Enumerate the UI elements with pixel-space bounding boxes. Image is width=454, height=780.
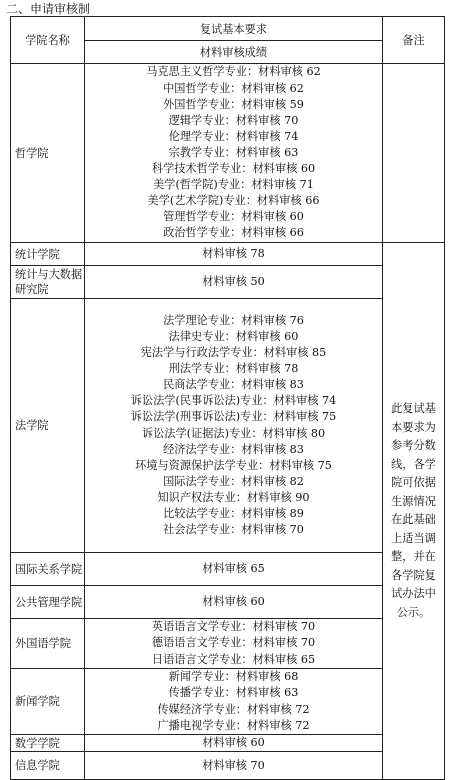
requirement-line: 民商法学专业：材料审核 83: [163, 378, 304, 392]
requirement-line: 环境与资源保护法学专业：材料审核 75: [135, 458, 332, 472]
requirement-line: 诉讼法学(民事诉讼法)专业：材料审核 74: [130, 394, 337, 408]
table-row: [11, 243, 445, 266]
requirement-line: 法学理论专业：材料审核 76: [163, 313, 304, 327]
table-row: [11, 299, 445, 553]
requirement-line: 外国哲学专业：材料审核 59: [163, 97, 304, 111]
table-row: [11, 669, 445, 735]
requirement-line: 新闻学专业：材料审核 68: [168, 670, 299, 684]
requirement-cell: [85, 243, 383, 266]
requirement-line: 刑法学专业：材料审核 78: [168, 362, 299, 376]
requirement-line: 传媒经济学专业：材料审核 72: [157, 702, 310, 716]
header-remark: 备注: [383, 17, 445, 64]
college-name-cell: 法学院: [11, 299, 85, 553]
requirement-line: 社会法学专业：材料审核 70: [163, 523, 304, 537]
requirement-line: 材料审核 78: [202, 246, 265, 260]
college-name-cell: 外国语学院: [11, 619, 85, 669]
requirement-line: 伦理学专业：材料审核 74: [168, 129, 299, 143]
requirement-line: 材料审核 60: [202, 594, 265, 608]
requirement-line: 材料审核 70: [202, 758, 265, 772]
requirement-line: 材料审核 65: [202, 561, 265, 575]
requirement-line: 管理哲学专业：材料审核 60: [163, 210, 304, 224]
table-row: [11, 553, 445, 586]
requirement-cell: [85, 669, 383, 735]
header-college: 学院名称: [11, 17, 85, 64]
requirement-line: 宗教学专业：材料审核 63: [168, 145, 299, 159]
table-row: [11, 586, 445, 619]
requirement-line: 传播学专业：材料审核 63: [168, 686, 299, 700]
requirement-cell: [85, 586, 383, 619]
header-requirement-sub: 材料审核成绩: [85, 41, 383, 64]
requirement-cell: [85, 735, 383, 752]
requirement-line: 诉讼法学(刑事诉讼法)专业：材料审核 75: [130, 410, 337, 424]
college-name-cell: 统计学院: [11, 243, 85, 266]
requirement-line: 科学技术哲学专业：材料审核 60: [151, 162, 316, 176]
college-name-cell: 信息学院: [11, 752, 85, 780]
remark-cell: 此复试基本要求为参考分数线，各学院可依据生源情况在此基础上适当调整，并在各学院复试办法中公示。: [383, 243, 445, 780]
requirement-cell: [85, 752, 383, 780]
requirement-line: 日语语言文学专业：材料审核 65: [151, 652, 316, 666]
college-name-cell: 新闻学院: [11, 669, 85, 735]
requirement-line: 诉讼法学(证据法)专业：材料审核 80: [141, 426, 326, 440]
requirement-line: 英语语言文学专业：材料审核 70: [151, 620, 316, 634]
college-name-cell: 哲学院: [11, 64, 85, 243]
header-requirement: 复试基本要求: [85, 17, 383, 41]
requirement-line: 材料审核 60: [202, 736, 265, 749]
table-row: [11, 266, 445, 299]
requirement-cell: [85, 266, 383, 299]
requirement-line: 德语语言文学专业：材料审核 70: [151, 636, 316, 650]
admission-requirements-table: [10, 16, 445, 780]
requirement-line: 宪法学与行政法学专业：材料审核 85: [140, 346, 327, 360]
college-name-cell: 数学学院: [11, 735, 85, 752]
requirement-line: 材料审核 50: [202, 274, 265, 288]
requirement-line: 知识产权法专业：材料审核 90: [157, 490, 310, 504]
requirement-line: 美学(艺术学院)专业：材料审核 66: [147, 194, 320, 208]
table-row: [11, 752, 445, 780]
requirement-line: 美学(哲学院)专业：材料审核 71: [153, 178, 314, 192]
requirement-line: 比较法学专业：材料审核 89: [163, 506, 304, 520]
requirement-line: 经济法学专业：材料审核 83: [163, 442, 304, 456]
requirement-cell: [85, 619, 383, 669]
table-row: [11, 619, 445, 669]
requirement-line: 政治哲学专业：材料审核 66: [163, 226, 304, 240]
requirement-cell: [85, 299, 383, 553]
requirement-line: 广播电视学专业：材料审核 72: [157, 718, 310, 732]
college-name-cell: 国际关系学院: [11, 553, 85, 586]
remark-cell-empty: [383, 64, 445, 243]
requirement-line: 逻辑学专业：材料审核 70: [168, 113, 299, 127]
requirement-cell: [85, 64, 383, 243]
table-row: [11, 64, 445, 243]
requirement-cell: [85, 553, 383, 586]
requirement-line: 中国哲学专业：材料审核 62: [163, 81, 304, 95]
section-title: 二、申请审核制: [6, 2, 91, 16]
table-row: [11, 735, 445, 752]
requirement-line: 法律史专业：材料审核 60: [168, 329, 299, 343]
requirement-line: 国际法学专业：材料审核 82: [163, 474, 304, 488]
college-name-cell: 公共管理学院: [11, 586, 85, 619]
college-name-cell: 统计与大数据研究院: [11, 266, 85, 299]
requirement-line: 马克思主义哲学专业：材料审核 62: [146, 65, 321, 79]
header-row: [11, 17, 445, 41]
